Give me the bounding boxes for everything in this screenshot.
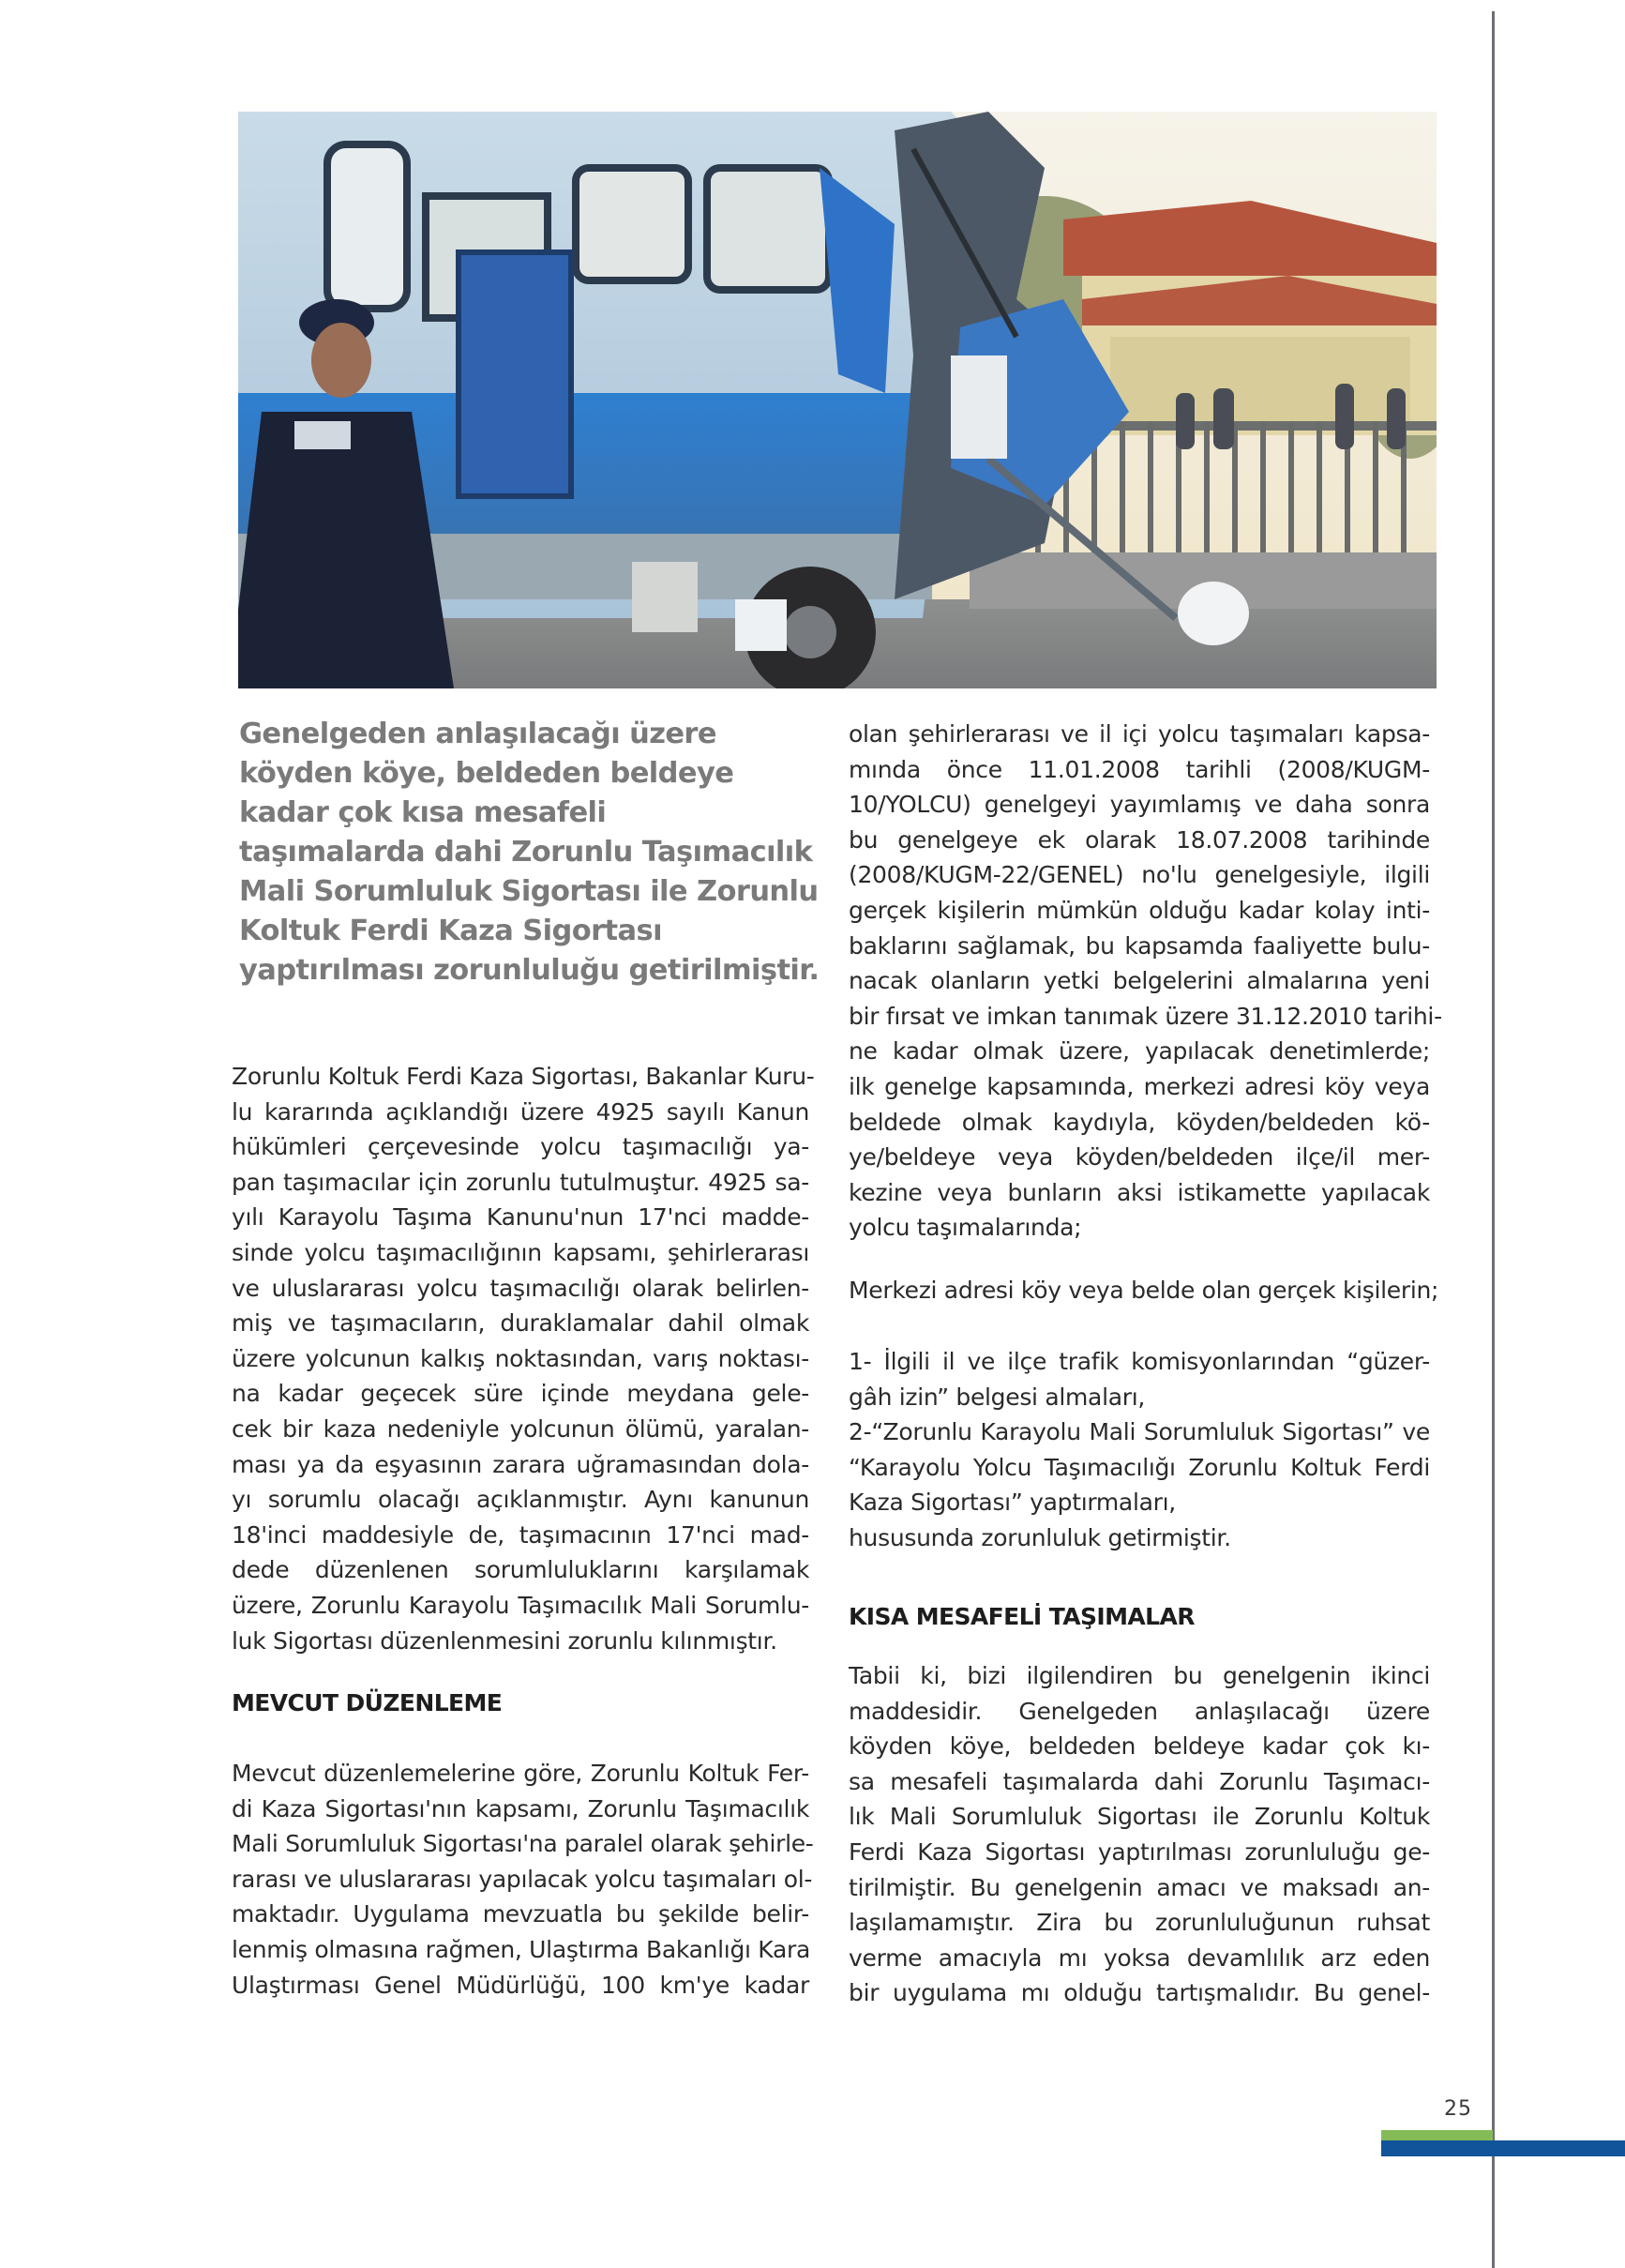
right-column-paragraph-2 (849, 1273, 1439, 1308)
text-line: yılı Karayolu Taşıma Kanunu'nun 17'nci madde- (232, 1203, 809, 1232)
text-line: kezine veya bunların aksi istikamette yapılacak (849, 1178, 1430, 1206)
section-heading-mevcut-duzenleme: MEVCUT DÜZENLEME (232, 1689, 503, 1716)
text-line: sa mesafeli taşımalarda dahi Zorunlu Taşımacı- (849, 1767, 1430, 1795)
pull-quote-line: köyden köye, beldeden beldeye (239, 757, 734, 790)
text-line: ne kadar olmak üzere, yapılacak denetimlerde; (849, 1037, 1430, 1066)
pull-quote (239, 715, 839, 990)
text-line: hükümleri çerçevesinde yolcu taşımacılığı ya- (232, 1133, 809, 1161)
right-column-requirements-list (849, 1344, 1430, 1556)
text-line: miş ve taşımacıların, duraklamalar dahil olmak (232, 1309, 809, 1338)
text-line: beldede olmak kaydıyla, köyden/beldeden kö- (849, 1108, 1430, 1136)
text-line: ilk genelge kapsamında, merkezi adresi köy veya (849, 1072, 1430, 1100)
text-line: Merkezi adresi köy veya belde olan gerçek kişilerin; (849, 1277, 1439, 1304)
text-line: laşılamamıştır. Zira bu zorunluluğunun ruhsat (849, 1909, 1430, 1937)
page-margin-rule (1492, 11, 1495, 2268)
text-line: Tabii ki, bizi ilgilendiren bu genelgenin ikinci (849, 1662, 1430, 1689)
text-line: lu kararında açıklandığı üzere 4925 sayılı Kanun (232, 1097, 809, 1126)
section-heading-kisa-mesafeli-tasimalar: KISA MESAFELİ TAŞIMALAR (849, 1603, 1195, 1630)
text-line: ması ya da eşyasının zarara uğramasından dola- (232, 1450, 809, 1478)
text-line: üzere, Zorunlu Karayolu Taşımacılık Mali Sorumlu- (232, 1591, 809, 1619)
list-item-line: 1- İlgili il ve ilçe trafik komisyonlarından “güzer- (849, 1348, 1430, 1375)
text-line: 18'inci maddesiyle de, taşımacının 17'nci mad- (232, 1520, 809, 1549)
text-line: di Kaza Sigortası'nın kapsamı, Zorunlu Taşımacılık (232, 1794, 809, 1822)
text-line: (2008/KUGM-22/GENEL) no'lu genelgesiyle, ilgili (849, 861, 1430, 889)
text-line: na kadar geçecek süre içinde meydana gele- (232, 1380, 809, 1408)
pull-quote-line: Genelgeden anlaşılacağı üzere (239, 718, 716, 750)
text-line: Ferdi Kaza Sigortası yaptırılması zorunluluğu ge- (849, 1837, 1430, 1866)
list-item-line: 2-“Zorunlu Karayolu Mali Sorumluluk Sigortası” ve (849, 1418, 1430, 1446)
list-item-line: “Karayolu Yolcu Taşımacılığı Zorunlu Koltuk Ferdi (849, 1453, 1430, 1481)
text-line: üzere yolcunun kalkış noktasından, varış noktası- (232, 1344, 809, 1372)
page-number: 25 (1444, 2097, 1472, 2121)
accident-photo-illustration (238, 112, 1437, 688)
text-line: yı sorumlu olacağı açıklanmıştır. Aynı kanunun (232, 1486, 809, 1514)
pull-quote-line: Koltuk Ferdi Kaza Sigortası (239, 915, 662, 947)
text-line: pan taşımacılar için zorunlu tutulmuştur. 4925 sa- (232, 1168, 809, 1196)
text-line: Zorunlu Koltuk Ferdi Kaza Sigortası, Bakanlar Kuru- (232, 1063, 815, 1090)
footer-accent-bar-green (1381, 2130, 1493, 2140)
right-column-paragraph-1 (849, 717, 1442, 1246)
accident-photo (238, 112, 1437, 688)
list-item-line: hususunda zorunluluk getirmiştir. (849, 1523, 1231, 1551)
text-line: verme amacıyla mı yoksa devamlılık arz eden (849, 1943, 1430, 1972)
text-line: luk Sigortası düzenlenmesini zorunlu kılınmıştır. (232, 1626, 777, 1655)
text-line: baklarını sağlamak, bu kapsamda faaliyette bulu- (849, 931, 1430, 960)
text-line: gerçek kişilerin mümkün olduğu kadar kolay inti- (849, 896, 1430, 924)
pull-quote-line: taşımalarda dahi Zorunlu Taşımacılık (239, 836, 813, 869)
text-line: olan şehirlerarası ve il içi yolcu taşımaları kapsa- (849, 720, 1430, 748)
text-line: mında önce 11.01.2008 tarihli (2008/KUGM- (849, 755, 1430, 783)
list-item-line: gâh izin” belgesi almaları, (849, 1383, 1146, 1411)
left-column-section (232, 1686, 809, 1721)
pull-quote-line: yaptırılması zorunluluğu getirilmiştir. (239, 954, 820, 987)
text-line: köyden köye, beldeden beldeye kadar çok kı- (849, 1732, 1430, 1761)
pull-quote-line: Mali Sorumluluk Sigortası ile Zorunlu (239, 875, 819, 908)
right-column-paragraph-3 (849, 1658, 1430, 2011)
text-line: maddesidir. Genelgeden anlaşılacağı üzere (849, 1697, 1430, 1725)
left-column-paragraph-1 (232, 1059, 815, 1658)
text-line: sinde yolcu taşımacılığının kapsamı, şehirlerarası (232, 1238, 809, 1266)
text-line: nacak olanların yetki belgelerini almalarına yeni (849, 967, 1430, 995)
text-line: yolcu taşımalarında; (849, 1214, 1082, 1242)
text-line: bu genelgeye ek olarak 18.07.2008 tarihinde (849, 825, 1430, 854)
text-line: Mali Sorumluluk Sigortası'na paralel olarak şehirle- (232, 1830, 814, 1858)
pull-quote-line: kadar çok kısa mesafeli (239, 796, 607, 829)
text-line: Ulaştırması Genel Müdürlüğü, 100 km'ye kadar (232, 1971, 809, 1999)
text-line: bir fırsat ve imkan tanımak üzere 31.12.2010 tarihi- (849, 1002, 1442, 1030)
right-column-section (849, 1599, 1430, 1635)
text-line: rarası ve uluslararası yapılacak yolcu taşımaları ol- (232, 1865, 813, 1893)
text-line: ye/beldeye veya köyden/beldeden ilçe/il mer- (849, 1143, 1430, 1172)
list-item-line: Kaza Sigortası” yaptırmaları, (849, 1489, 1176, 1517)
text-line: dede düzenlenen sorumluluklarını karşılamak (232, 1556, 809, 1584)
text-line: maktadır. Uygulama mevzuatla bu şekilde belir- (232, 1900, 809, 1928)
text-line: cek bir kaza nedeniyle yolcunun ölümü, yaralan- (232, 1414, 809, 1443)
text-line: lenmiş olmasına rağmen, Ulaştırma Bakanlığı Kara (232, 1935, 810, 1963)
text-line: 10/YOLCU) genelgeyi yayımlamış ve daha sonra (849, 791, 1430, 819)
text-line: lık Mali Sorumluluk Sigortası ile Zorunlu Koltuk (849, 1803, 1430, 1831)
text-line: ve uluslararası yolcu taşımacılığı olarak belirlen- (232, 1274, 809, 1302)
text-line: bir uygulama mı olduğu tartışmalıdır. Bu genel- (849, 1979, 1430, 2007)
footer-accent-bar-blue (1381, 2140, 1625, 2156)
text-line: tirilmiştir. Bu genelgenin amacı ve maksadı an- (849, 1873, 1430, 1901)
text-line: Mevcut düzenlemelerine göre, Zorunlu Koltuk Fer- (232, 1760, 809, 1787)
left-column-paragraph-2 (232, 1756, 814, 2003)
